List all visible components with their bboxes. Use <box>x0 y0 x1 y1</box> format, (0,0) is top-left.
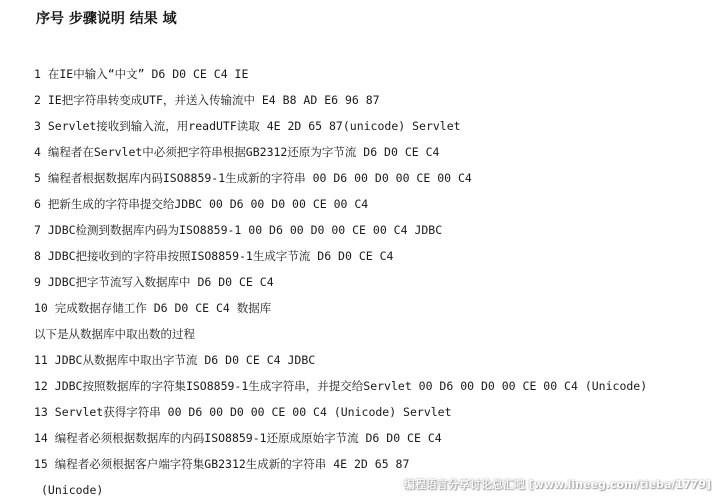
step-line-3: 3 Servlet接收到输入流，用readUTF读取 4E 2D 65 87(unicode) Servlet <box>34 119 461 133</box>
step-line-2: 2 IE把字符串转变成UTF，并送入传输流中 E4 B8 AD E6 96 87 <box>34 93 380 107</box>
step-line-13: 13 Servlet获得字符串 00 D6 00 D0 00 CE 00 C4 (Unicode) Servlet <box>34 405 452 419</box>
step-line-5: 5 编程者根据数据库内码ISO8859-1生成新的字符串 00 D6 00 D0 00 CE 00 C4 <box>34 171 472 185</box>
step-line-9: 9 JDBC把字节流写入数据库中 D6 D0 CE C4 <box>34 275 274 289</box>
step-line-15-continuation: (Unicode) <box>41 483 104 497</box>
step-line-15: 15 编程者必须根据客户端字符集GB2312生成新的字符串 4E 2D 65 87 <box>34 457 410 471</box>
step-line-11: 11 JDBC从数据库中取出字节流 D6 D0 CE C4 JDBC <box>34 353 316 367</box>
watermark: 编程语言分享讨论总汇吧 [www.lineeg.com/tieba/1779] <box>403 478 711 491</box>
section-note: 以下是从数据库中取出数的过程 <box>34 327 195 341</box>
table-header: 序号 步骤说明 结果 域 <box>36 11 177 27</box>
step-line-1: 1 在IE中输入“中文” D6 D0 CE C4 IE <box>34 67 249 81</box>
step-line-8: 8 JDBC把接收到的字符串按照ISO8859-1生成字节流 D6 D0 CE C4 <box>34 249 394 263</box>
step-line-12: 12 JDBC按照数据库的字符集ISO8859-1生成字符串，并提交给Servlet 00 D6 00 D0 00 CE 00 C4 (Unicode) <box>34 379 648 393</box>
step-list <box>34 61 714 503</box>
step-line-10: 10 完成数据存储工作 D6 D0 CE C4 数据库 <box>34 301 272 315</box>
step-line-7: 7 JDBC检测到数据库内码为ISO8859-1 00 D6 00 D0 00 CE 00 C4 JDBC <box>34 223 443 237</box>
step-line-4: 4 编程者在Servlet中必须把字符串根据GB2312还原为字节流 D6 D0 CE C4 <box>34 145 440 159</box>
step-line-14: 14 编程者必须根据数据库的内码ISO8859-1还原成原始字节流 D6 D0 CE C4 <box>34 431 442 445</box>
step-line-6: 6 把新生成的字符串提交给JDBC 00 D6 00 D0 00 CE 00 C4 <box>34 197 369 211</box>
